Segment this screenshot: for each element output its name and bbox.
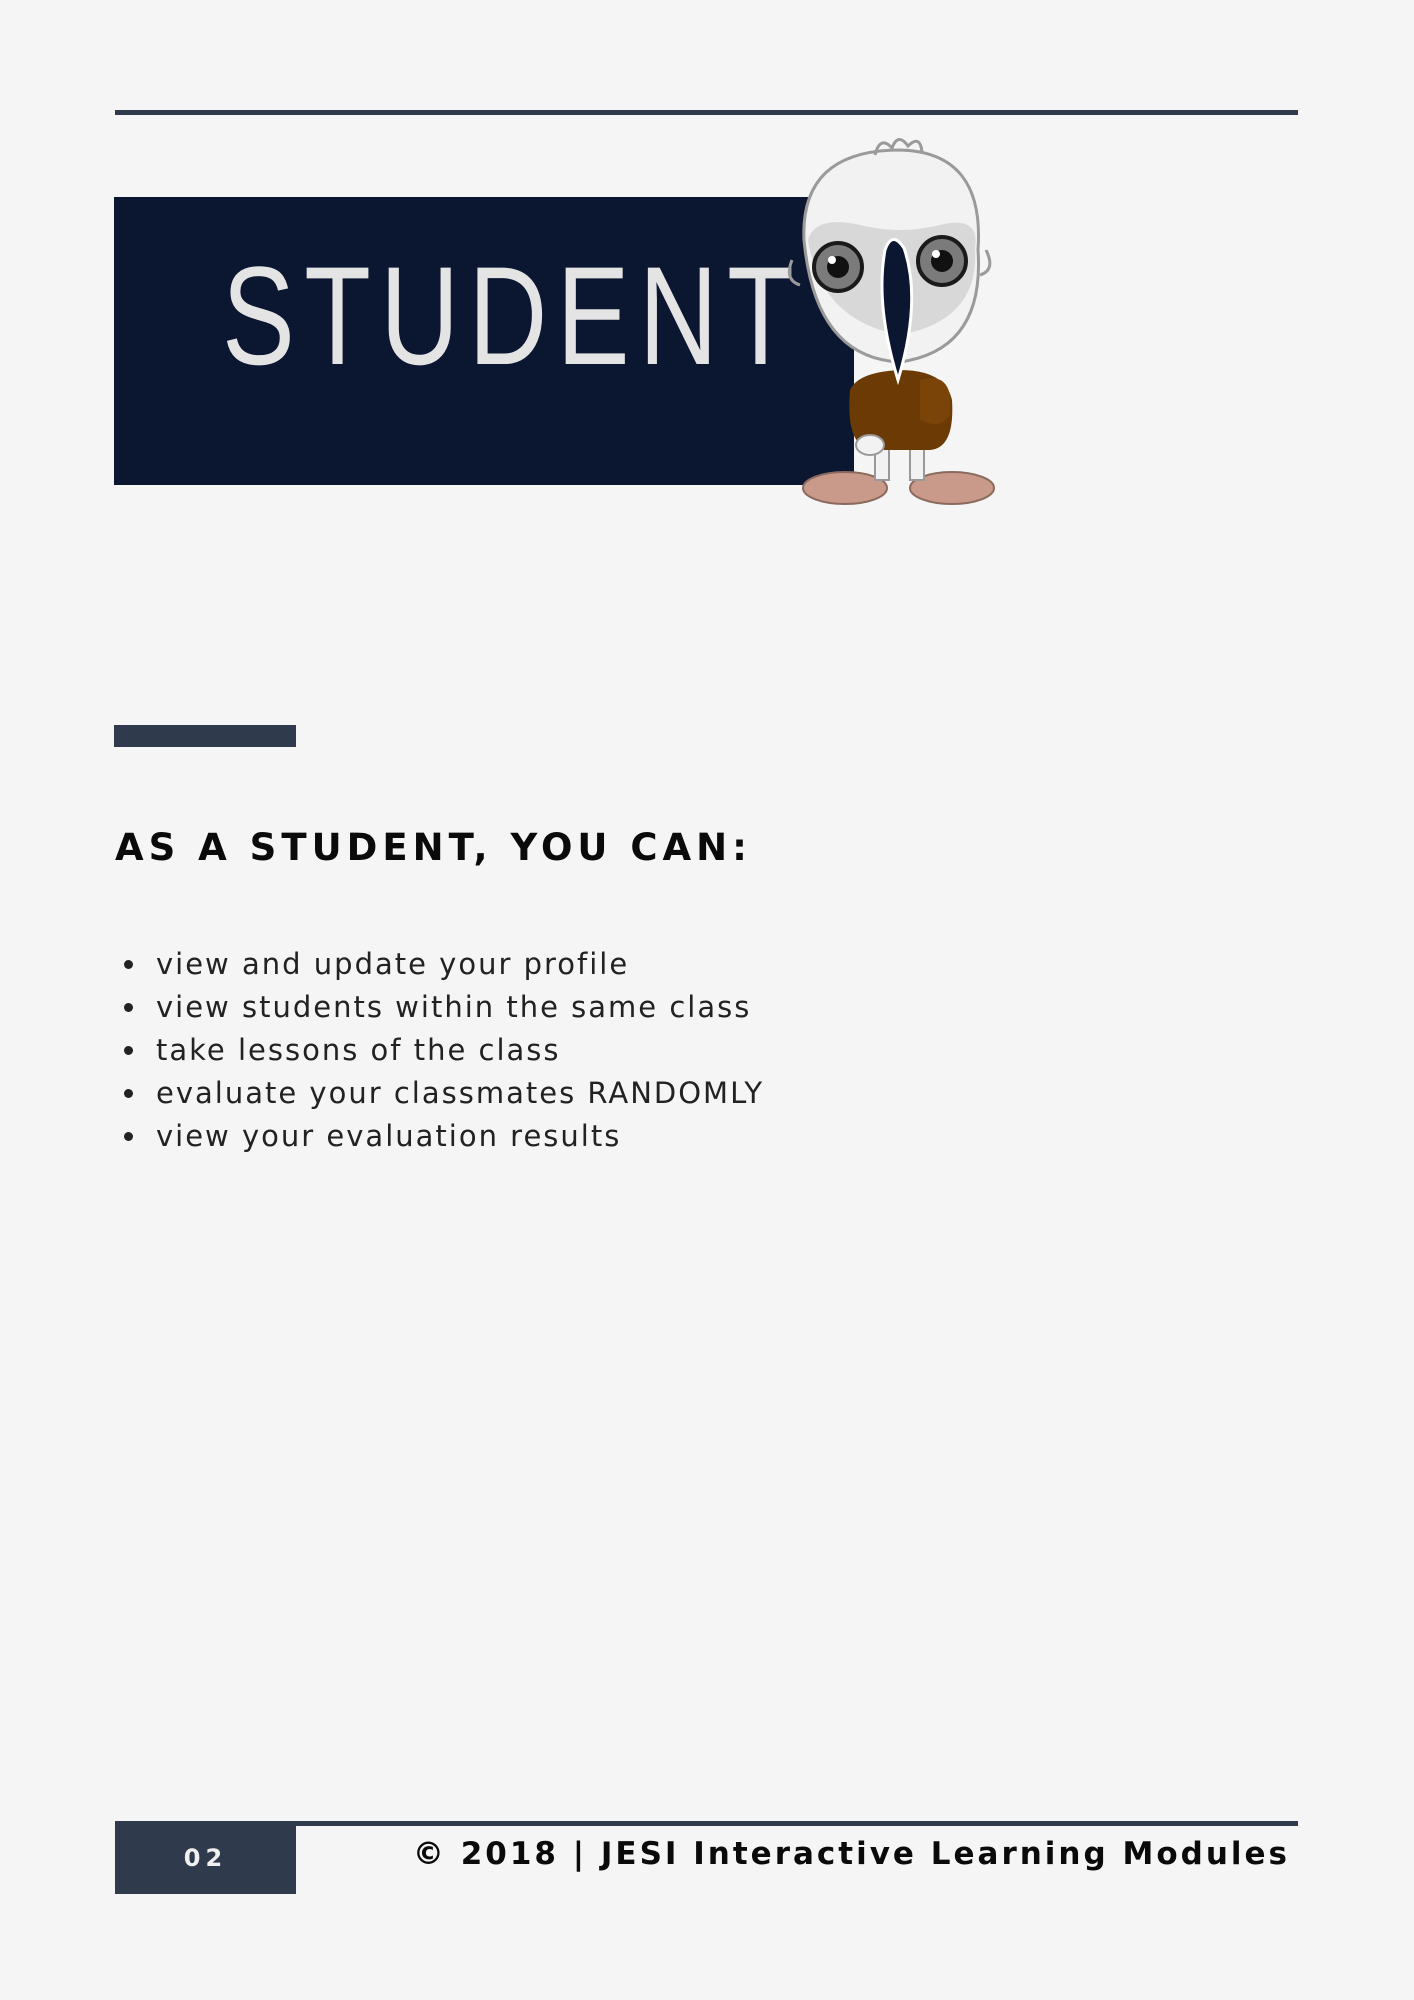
top-divider	[115, 110, 1298, 115]
bullet-icon	[124, 960, 133, 969]
list-item-text: view and update your profile	[156, 947, 630, 981]
bullet-icon	[124, 1132, 133, 1141]
list-item	[115, 1072, 764, 1115]
list-item-text: take lessons of the class	[156, 1033, 561, 1067]
copyright-text: © 2018 | JESI Interactive Learning Modules	[412, 1836, 1290, 1872]
section-heading: AS A STUDENT, YOU CAN:	[115, 826, 752, 869]
list-item-text: view your evaluation results	[156, 1119, 622, 1153]
list-item	[115, 1115, 764, 1158]
feature-list	[115, 943, 764, 1158]
page-title: STUDENT	[222, 237, 804, 394]
owl-mascot-icon	[780, 130, 1020, 520]
bullet-icon	[124, 1046, 133, 1055]
list-item-text: evaluate your classmates RANDOMLY	[156, 1076, 765, 1110]
list-item	[115, 1029, 764, 1072]
list-item-text: view students within the same class	[156, 990, 752, 1024]
bullet-icon	[124, 1089, 133, 1098]
accent-bar	[114, 725, 296, 747]
page-number: 02	[183, 1844, 228, 1872]
bullet-icon	[124, 1003, 133, 1012]
list-item	[115, 943, 764, 986]
list-item	[115, 986, 764, 1029]
